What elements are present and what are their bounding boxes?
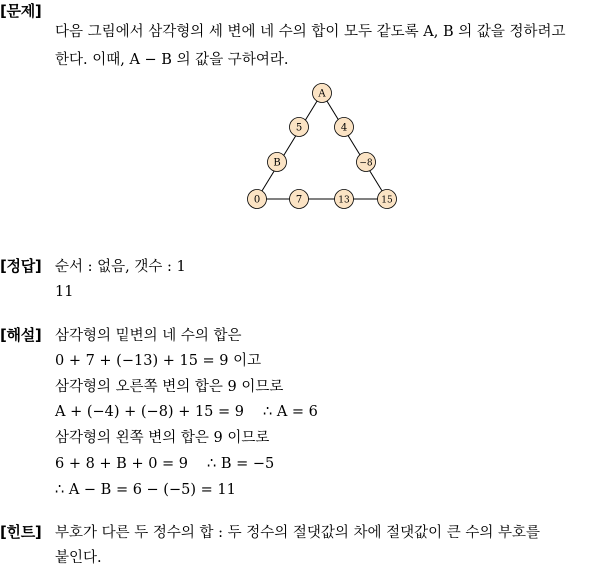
triangle-node-label: 13 [338, 195, 350, 206]
triangle-node-label: 15 [381, 195, 393, 206]
solution-line: ∴ A = 6 [263, 404, 318, 420]
solution-line: ∴ B = −5 [207, 456, 275, 472]
triangle-node-label: A [318, 88, 326, 100]
triangle-node-label: B [273, 157, 281, 169]
triangle-node-label: 4 [340, 122, 348, 134]
triangle-node-label: 5 [295, 122, 303, 134]
triangle-node-label: −8 [359, 158, 373, 169]
hint-text-line2: 붙인다. [55, 550, 102, 566]
answer-text-line2: 11 [55, 284, 74, 300]
solution-line: ∴ A − B = 6 − (−5) = 11 [55, 482, 236, 498]
solution-line: 삼각형의 오른쪽 변의 합은 9 이므로 [55, 379, 284, 395]
triangle-figure [240, 82, 405, 214]
solution-line: A + (−4) + (−8) + 15 = 9 [55, 404, 244, 420]
solution-line: 삼각형의 왼쪽 변의 합은 9 이므로 [55, 430, 270, 446]
answer-label: [정답] [0, 257, 42, 275]
solution-line: 6 + 8 + B + 0 = 9 [55, 456, 189, 472]
solution-line: 0 + 7 + (−13) + 15 = 9 이고 [55, 353, 262, 369]
problem-label: [문제] [0, 2, 42, 20]
hint-text-line1: 부호가 다른 두 정수의 합 : 두 정수의 절댓값의 차에 절댓값이 큰 수의 부호를 [55, 525, 541, 541]
solution-label: [해설] [0, 326, 42, 344]
solution-line: 삼각형의 밑변의 네 수의 합은 [55, 328, 242, 344]
problem-text-line2: 한다. 이때, A − B 의 값을 구하여라. [55, 52, 289, 68]
answer-text-line1: 순서 : 없음, 갯수 : 1 [55, 259, 186, 275]
hint-label: [힌트] [0, 523, 42, 541]
triangle-node-label: 7 [295, 194, 303, 206]
triangle-node-label: 0 [253, 194, 261, 206]
problem-text-line1: 다음 그림에서 삼각형의 세 변에 네 수의 합이 모두 같도록 A, B 의 값을 정하려고 [55, 24, 566, 40]
